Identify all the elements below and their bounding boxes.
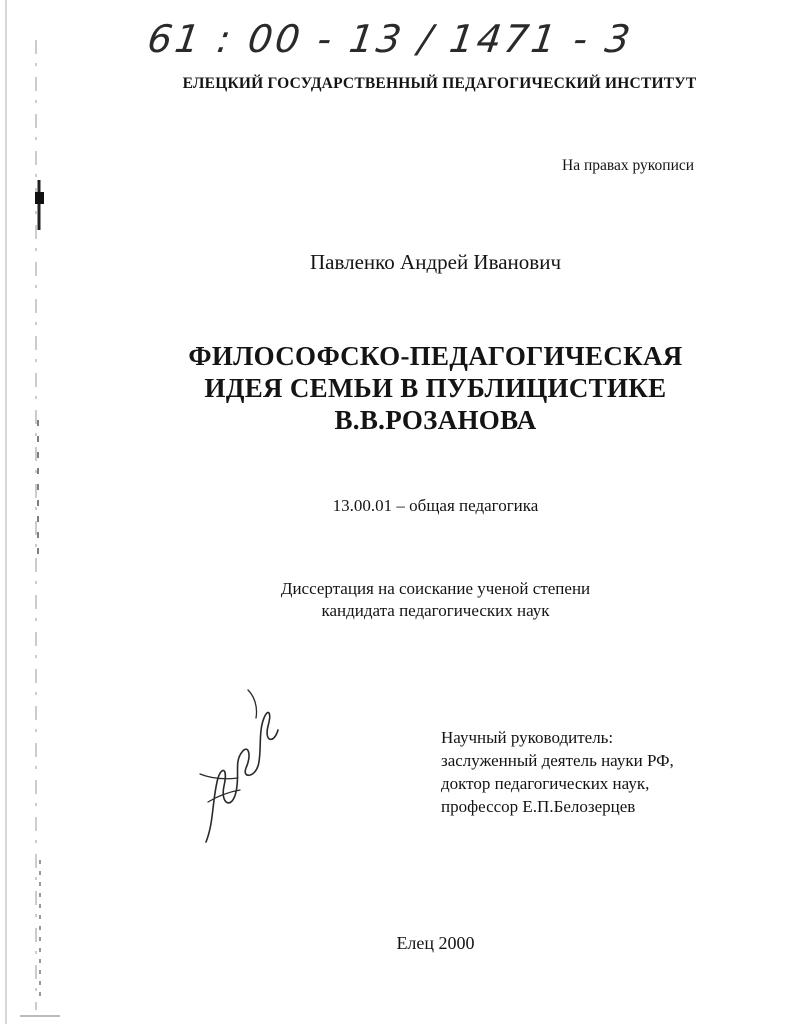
title-line: ФИЛОСОФСКО-ПЕДАГОГИЧЕСКАЯ (188, 341, 683, 371)
manuscript-rights-note: На правах рукописи (562, 157, 695, 174)
degree-statement (0, 578, 791, 622)
degree-line: кандидата педагогических наук (321, 601, 550, 620)
place-and-year: Елец 2000 (396, 933, 475, 953)
scientific-supervisor-block (441, 726, 674, 818)
author-name: Павленко Андрей Иванович (309, 250, 562, 274)
title-line: В.В.РОЗАНОВА (334, 405, 537, 435)
specialty-code: 13.00.01 – общая педагогика (332, 496, 539, 515)
supervisor-line: профессор Е.П.Белозерцев (441, 797, 636, 816)
institution-name: ЕЛЕЦКИЙ ГОСУДАРСТВЕННЫЙ ПЕДАГОГИЧЕСКИЙ ИНСТИТУТ (182, 75, 697, 92)
dissertation-title (0, 340, 791, 436)
degree-line: Диссертация на соискание ученой степени (280, 579, 591, 598)
handwritten-signature (188, 682, 288, 852)
supervisor-line: заслуженный деятель науки РФ, (441, 751, 674, 770)
supervisor-line: доктор педагогических наук, (441, 774, 650, 793)
supervisor-line: Научный руководитель: (441, 728, 614, 747)
archive-number-handwritten: 61 : 00 - 13 / 1471 - 3 (144, 17, 636, 61)
title-line: ИДЕЯ СЕМЬИ В ПУБЛИЦИСТИКЕ (204, 373, 667, 403)
